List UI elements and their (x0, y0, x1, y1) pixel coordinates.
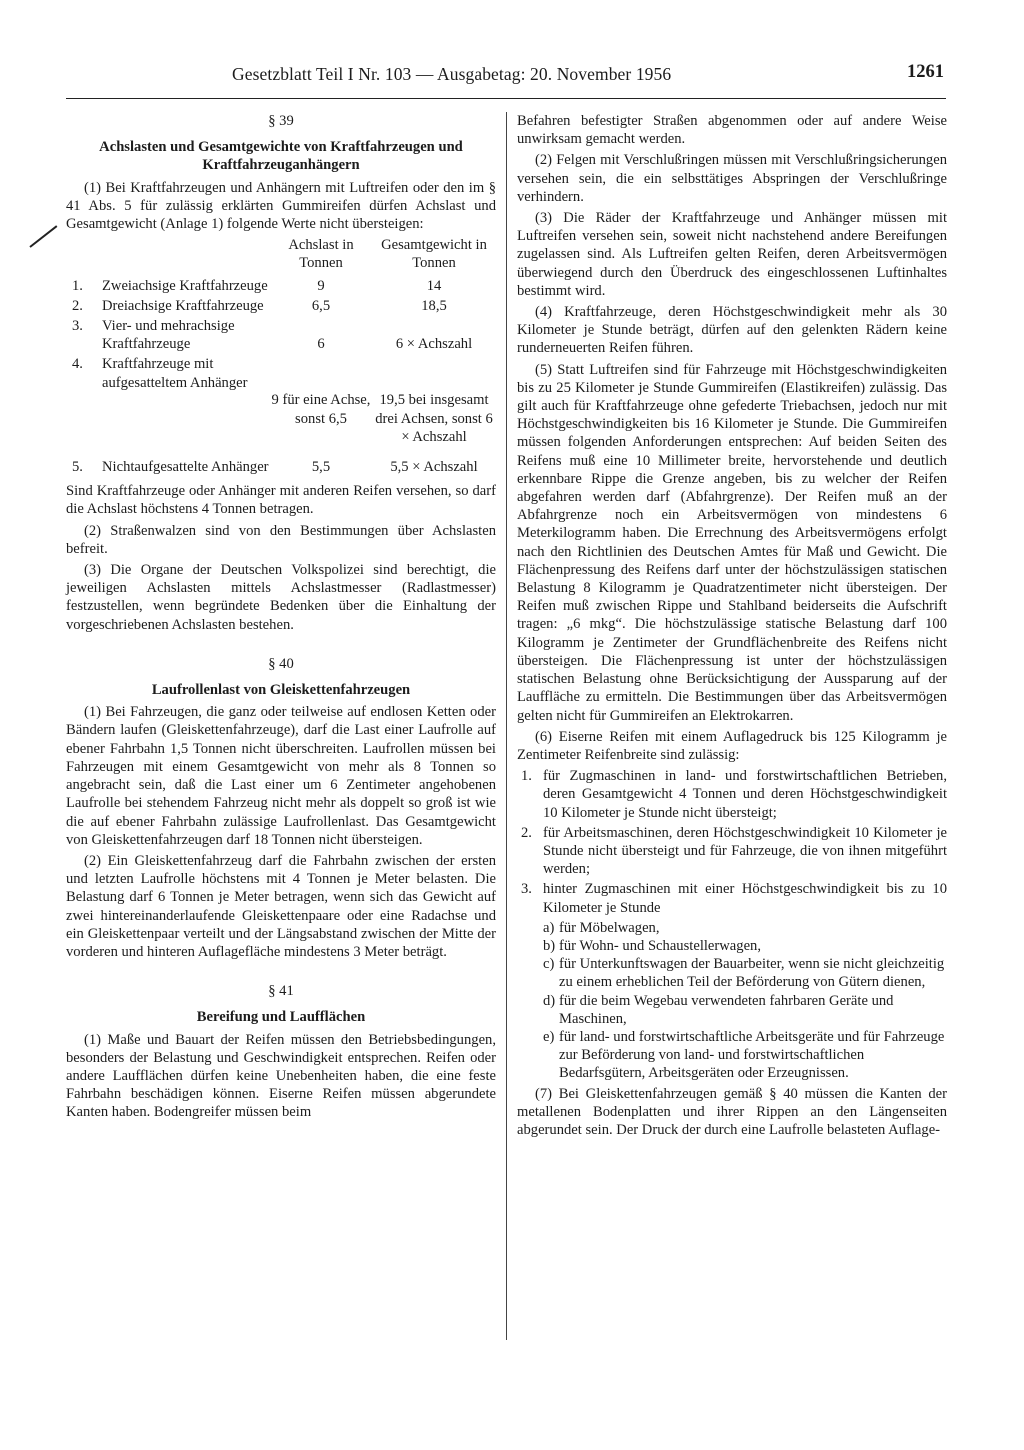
total-weight-value: 6 × Achszahl (395, 336, 473, 353)
sublist-item-letter: a) (543, 919, 555, 936)
section-41-paragraph-1-continued: Befahren befestigter Straßen abgenommen oder auf andere Weise unwirksam gemacht werden. (517, 113, 947, 148)
column-header-total-weight: Gesamtgewicht in Tonnen (381, 237, 487, 272)
table-row (66, 277, 496, 297)
section-39-paragraph-3: (3) Die Organe der Deutschen Volkspolizei sind berechtigt, die jeweiligen Achslasten mittels Achslastmesser (Radlastmesser) festzustellen, wenn begründete Bedenken über die Einhaltung der vorgeschriebenen Achslasten bestehen. (66, 562, 496, 633)
table-row (66, 355, 496, 448)
axle-load-value: 6,5 (311, 297, 331, 314)
section-40-paragraph-2: (2) Ein Gleiskettenfahrzeug darf die Fahrbahn zwischen der ersten und letzten Laufrolle höchstens mit 4 Tonnen je Meter belasten. Die Belastung darf 6 Tonnen je Meter betragen, wenn sich das Gewicht auf zwei hintereinanderlaufende Gleiskettenpaare oder eine Radachse und ein Gleiskettenpaar verteilt und der Längsabstand zwischen der Mitte der vorderen und hinteren Auflagefläche mindestens 3 Meter beträgt. (66, 852, 496, 960)
gazette-title: Gesetzblatt Teil I Nr. 103 — Ausgabetag: 20. November 1956 (232, 64, 672, 84)
vehicle-type: Zweiachsige Kraftfahrzeuge (102, 277, 268, 294)
section-41-paragraph-1: (1) Maße und Bauart der Reifen müssen den Betriebsbedingungen, besonders der Belastung und Geschwindigkeit entsprechen. Reifen oder andere Laufflächen dürfen keine Unebenheiten haben, die eine feste Fahrbahn beschädigen können. Eiserne Reifen müssen abgerundete Kanten haben. Bodengreifer müssen beim (66, 1031, 496, 1121)
sublist-item (517, 937, 947, 955)
row-number: 2. (72, 297, 83, 314)
list-item-number: 1. (521, 768, 532, 785)
list-item (517, 767, 947, 822)
section-40-paragraph-1: (1) Bei Fahrzeugen, die ganz oder teilweise auf endlosen Ketten oder Bändern laufen (Gleiskettenfahrzeuge), darf die Last einer Laufrolle auf ebener Fahrbahn 1,5 Tonnen nicht überschreiten. Laufrollen müssen bei Fahrzeugen mit einem Gesamtgewicht von mehr als 8 Tonnen so angebracht sein, daß die Last einer um 6 Zentimeter angehobenen Laufrolle bei stehendem Fahrzeug nicht mehr als doppelt so groß ist wie die auf ebener Fahrbahn zulässige Laufrollenlast. Das Gesamtgewicht von Gleiskettenfahrzeugen darf 18 Tonnen nicht übersteigen. (66, 704, 496, 848)
sublist-item-text: für Möbelwagen, (559, 919, 660, 936)
vehicle-type: Dreiachsige Kraftfahrzeuge (102, 297, 264, 314)
total-weight-value: 19,5 bei insgesamt drei Achsen, sonst 6 × Achszahl (375, 392, 493, 445)
axle-load-value: 9 (317, 277, 325, 294)
sublist-item (517, 1028, 947, 1083)
sublist-item (517, 955, 947, 991)
row-number: 4. (72, 356, 83, 373)
row-number: 1. (72, 277, 83, 294)
table-row (66, 317, 496, 355)
table-row (66, 448, 496, 478)
section-41-paragraph-6: (6) Eiserne Reifen mit einem Auflagedruck bis 125 Kilogramm je Zentimeter Reifenbreite sind zulässig: (517, 728, 947, 763)
sublist-item (517, 992, 947, 1028)
axle-load-value: 6 (317, 336, 325, 353)
margin-pen-mark (29, 225, 57, 248)
list-item (517, 824, 947, 879)
list-item-text: für Zugmaschinen in land- und forstwirtschaftlichen Betrieben, deren Gesamtgewicht 4 Tonnen und deren Höchstgeschwindigkeit 10 Kilometer je Stunde nicht übersteigt; (543, 768, 947, 821)
left-column (66, 112, 496, 1125)
sublist-item-text: für land- und forstwirtschaftliche Arbeitsgeräte und für Fahrzeuge zur Beförderung von land- und forstwirtschaftlichen Bedarfsgütern, Arbeitsgeräten oder Erzeugnissen. (559, 1028, 945, 1082)
column-header-axle-load: Achslast in Tonnen (288, 237, 354, 272)
section-39-paragraph-2: (2) Straßenwalzen sind von den Bestimmungen über Achslasten befreit. (66, 522, 496, 557)
total-weight-value: 14 (426, 277, 442, 294)
vehicle-type: Kraftfahrzeuge mit aufgesatteltem Anhänger (102, 356, 248, 391)
row-number: 5. (72, 459, 83, 476)
sublist-item-text: für Unterkunftswagen der Bauarbeiter, wenn sie nicht gleichzeitig zu einem erheblichen Teil der Beförderung von Gütern dienen, (559, 956, 945, 991)
iron-tire-sublist (517, 919, 947, 1083)
axle-load-table-header (66, 236, 496, 276)
total-weight-value: 18,5 (421, 297, 447, 314)
axle-load-table (66, 236, 496, 478)
list-item-text: für Arbeitsmaschinen, deren Höchstgeschwindigkeit 10 Kilometer je Stunde nicht übersteigt und für Fahrzeuge, die von ihnen mitgeführt werden; (543, 824, 947, 878)
sublist-item-letter: c) (543, 956, 555, 973)
vehicle-type: Nichtaufgesattelte Anhänger (102, 459, 269, 476)
section-39-paragraph-after-table: Sind Kraftfahrzeuge oder Anhänger mit anderen Reifen versehen, so darf die Achslast höchstens 4 Tonnen betragen. (66, 483, 496, 518)
section-39-title: Achslasten und Gesamtgewichte von Kraftfahrzeugen und Kraftfahrzeuganhängern (99, 139, 463, 174)
section-41-paragraph-5: (5) Statt Luftreifen sind für Fahrzeuge mit Höchstgeschwindigkeiten bis zu 25 Kilometer je Stunde Gummireifen (Elastikreifen) zulässig. Das gilt auch für Kraftfahrzeuge ohne gefederte Triebachsen, jedoch nur mit Höchstgeschwindigkeiten bis 16 Kilometer je Stunde. Die Gummireifen müssen folgenden Anforderungen entsprechen: Auf beiden Seiten des Reifens muß eine 10 Millimeter breite, hervorstehende und deutlich erkennbare Rippe die Grenze angeben, bis zu welcher der Reifen abgefahren werden darf (Abfahrgrenze). Der Reifen muß an der Abfahrgrenze noch ein Arbeitsvermögen von mindestens 6 Meterkilogramm haben. Die Errechnung des Arbeitsvermögens erfolgt nach den Richtlinien des Deutschen Amtes für Maß und Gewicht. Die Flächenpressung des Reifens darf unter der höchstzulässigen statischen Belastung 8 Kilogramm je Quadratzentimeter nicht übersteigen. Der Reifen muß zwischen Rippe und Stahlband beiderseits die Aufschrift tragen: „6 mkg“. Die höchstzulässige statische Belastung darf 100 Kilogramm je Zentimeter der Grundflächenbreite des Reifens nicht übersteigen. Die Flächenpressung ist unter der höchstzulässigen statischen Belastung ohne Berücksichtigung der Aussparung auf der Lauffläche zu ermitteln. Die Bestimmungen über das Arbeitsvermögen gelten nicht für Gummireifen an Elektrokarren. (517, 361, 947, 724)
section-41-paragraph-2: (2) Felgen mit Verschlußringen müssen mit Verschlußringsicherungen versehen sein, die ein selbsttätiges Abspringen der Verschlußringe verhindern. (517, 152, 947, 205)
list-item-number: 3. (521, 881, 532, 898)
section-41-paragraph-7: (7) Bei Gleiskettenfahrzeugen gemäß § 40 müssen die Kanten der metallenen Bodenplatten und ihrer Rippen an den Längenseiten abgerundet sein. Der Druck der durch eine Laufrolle belasteten Auflage- (517, 1085, 947, 1138)
axle-load-value: 9 für eine Achse, sonst 6,5 (271, 392, 371, 427)
page-number: 1261 (907, 62, 944, 82)
sublist-item-letter: e) (543, 1028, 555, 1045)
page-header (66, 62, 946, 99)
section-41-paragraph-3: (3) Die Räder der Kraftfahrzeuge und Anhänger müssen mit Luftreifen versehen sein, soweit nicht nachstehend andere Bereifungen zugelassen sind. Als Luftreifen gelten Reifen, deren Arbeitsvermögen überwiegend durch den Überdruck des eingeschlossenen Luftinhaltes bestimmt wird. (517, 210, 947, 299)
section-41-number: § 41 (268, 983, 294, 1000)
right-column (517, 112, 947, 1142)
section-41-title: Bereifung und Laufflächen (196, 1009, 366, 1026)
iron-tire-list (517, 767, 947, 917)
list-item-text: hinter Zugmaschinen mit einer Höchstgeschwindigkeit bis zu 10 Kilometer je Stunde (543, 881, 947, 916)
list-item-number: 2. (521, 824, 532, 841)
list-item (517, 880, 947, 916)
vehicle-type: Vier- und mehrachsige Kraftfahrzeuge (102, 318, 235, 353)
section-41-paragraph-4: (4) Kraftfahrzeuge, deren Höchstgeschwindigkeit mehr als 30 Kilometer je Stunde beträgt, dürfen auf den gelenkten Rädern keine runderneuerten Reifen führen. (517, 304, 947, 357)
row-number: 3. (72, 318, 83, 335)
sublist-item-letter: b) (543, 937, 556, 954)
sublist-item-text: für die beim Wegebau verwendeten fahrbaren Geräte und Maschinen, (559, 992, 894, 1027)
section-39-number: § 39 (268, 113, 294, 129)
section-39-paragraph-1: (1) Bei Kraftfahrzeugen und Anhängern mit Luftreifen oder den im § 41 Abs. 5 für zulässig erklärten Gummireifen dürfen Achslast und Gesamtgewicht (Anlage 1) folgende Werte nicht übersteigen: (66, 179, 496, 233)
sublist-item-letter: d) (543, 992, 556, 1009)
column-divider (506, 112, 507, 1340)
axle-load-value: 5,5 (311, 459, 331, 476)
table-row (66, 297, 496, 317)
total-weight-value: 5,5 × Achszahl (390, 459, 478, 476)
sublist-item (517, 919, 947, 937)
section-40-number: § 40 (268, 655, 294, 672)
sublist-item-text: für Wohn- und Schaustellerwagen, (559, 937, 762, 954)
section-40-title: Laufrollenlast von Gleiskettenfahrzeugen (151, 682, 411, 699)
